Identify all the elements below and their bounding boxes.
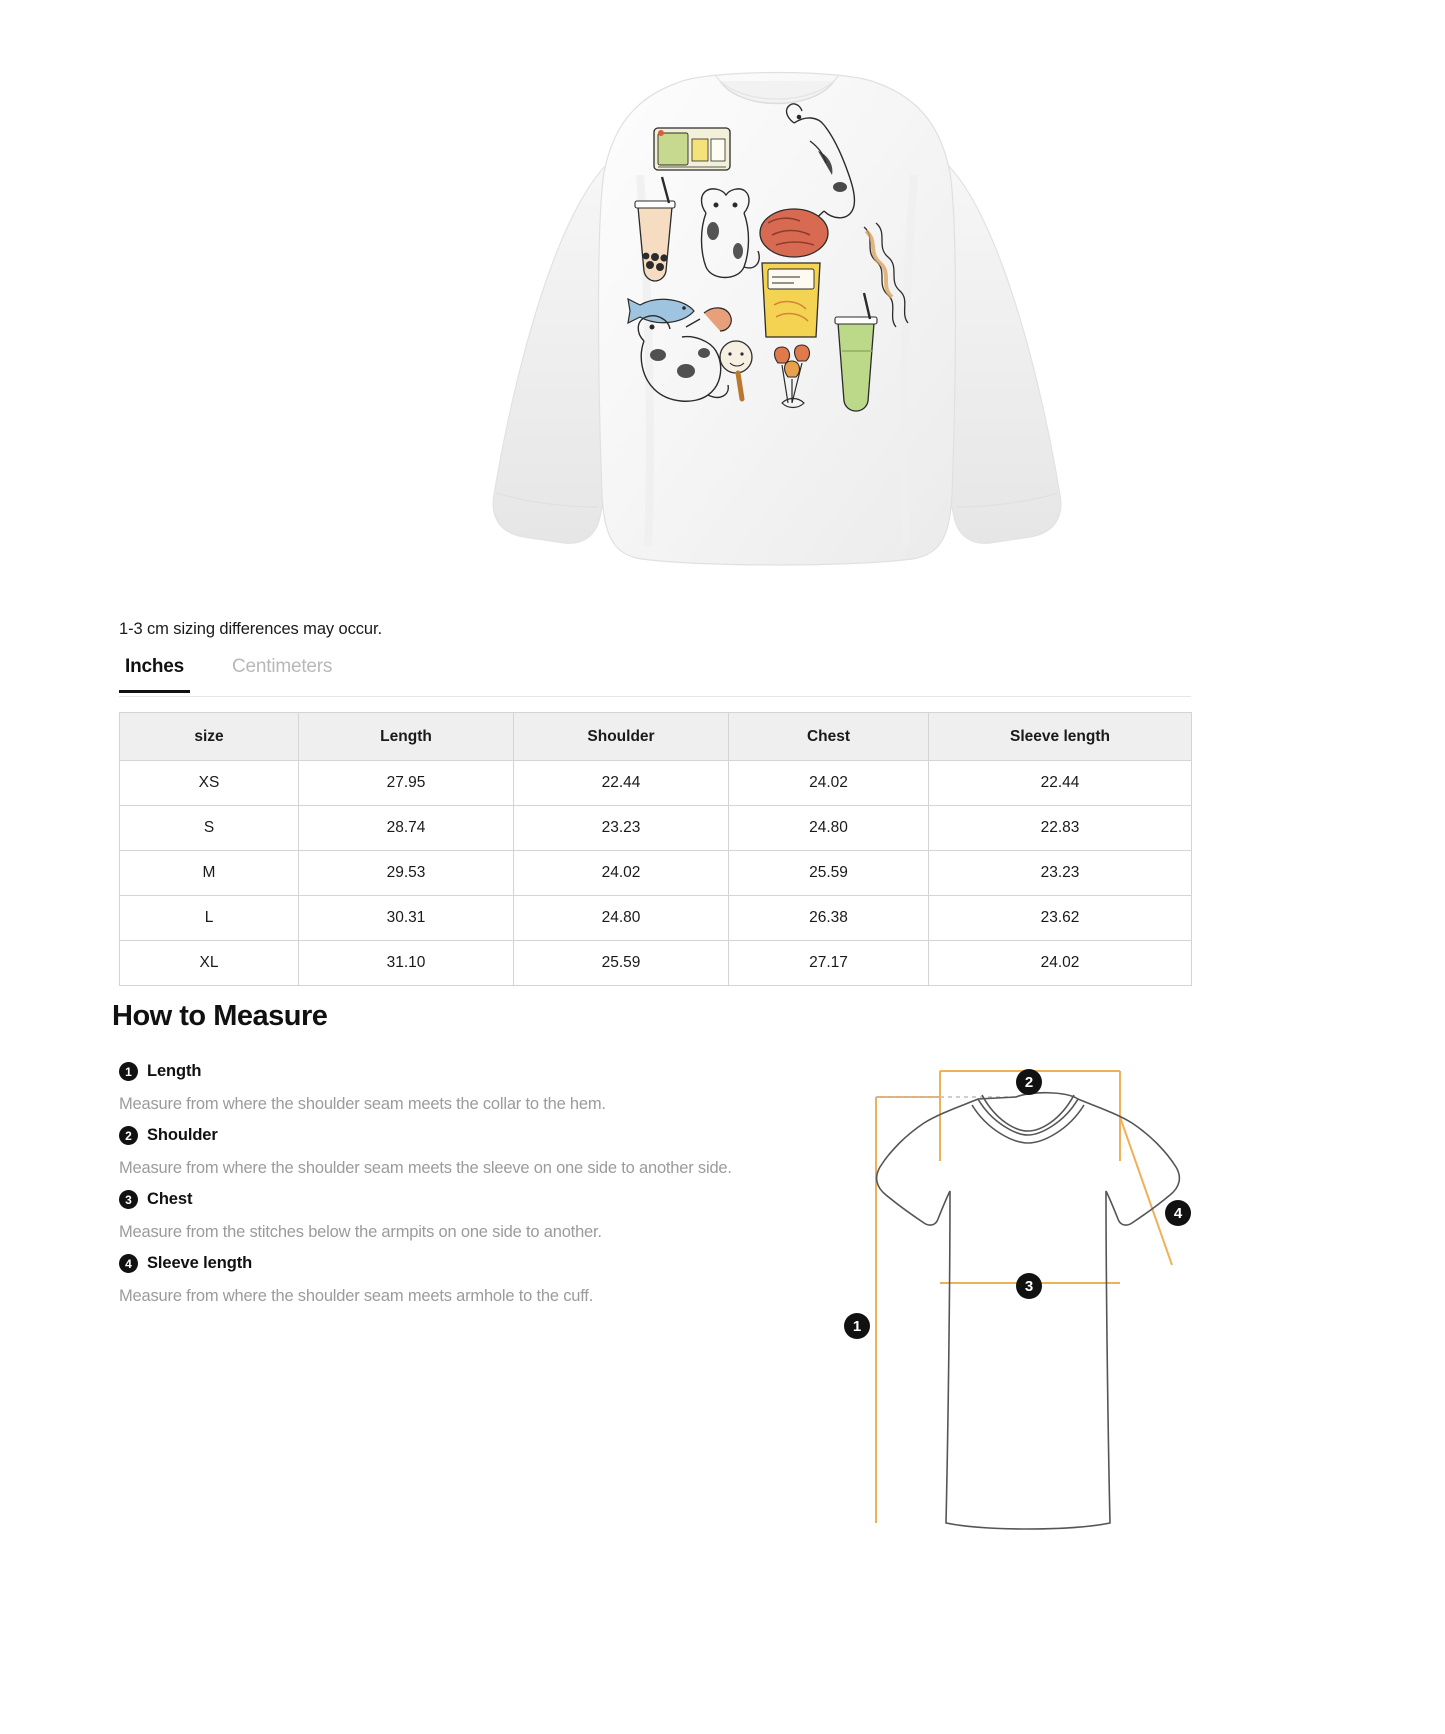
table-row <box>120 941 1192 986</box>
measure-item-label: Sleeve length <box>147 1254 253 1272</box>
column-header-size: size <box>120 713 299 761</box>
diagram-guide-lines <box>876 1071 1120 1523</box>
cell-sleeve: 23.62 <box>929 896 1192 941</box>
badge-number-4-icon: 4 <box>119 1254 138 1273</box>
measure-item-sleeve-length <box>119 1254 819 1306</box>
measure-item-heading <box>119 1190 819 1209</box>
table-row <box>120 851 1192 896</box>
column-header-chest: Chest <box>729 713 929 761</box>
product-photo-area <box>0 0 1445 600</box>
badge-number-1-icon: 1 <box>119 1062 138 1081</box>
cell-chest: 24.80 <box>729 806 929 851</box>
measure-item-heading <box>119 1254 819 1273</box>
diagram-marker-4-icon: 4 <box>1165 1200 1191 1226</box>
unit-tabs <box>119 655 1191 697</box>
cell-length: 29.53 <box>299 851 514 896</box>
how-to-measure-title: How to Measure <box>112 1000 328 1032</box>
cell-shoulder: 23.23 <box>514 806 729 851</box>
cell-size: M <box>120 851 299 896</box>
cell-size: XL <box>120 941 299 986</box>
cell-chest: 26.38 <box>729 896 929 941</box>
tab-inches[interactable]: Inches <box>119 655 190 693</box>
measure-item-chest <box>119 1190 819 1242</box>
diagram-marker-3-icon: 3 <box>1016 1273 1042 1299</box>
table-header-row <box>120 713 1192 761</box>
cell-sleeve: 22.83 <box>929 806 1192 851</box>
tab-centimeters[interactable]: Centimeters <box>226 655 338 690</box>
measure-item-description: Measure from where the shoulder seam meets the sleeve on one side to another side. <box>119 1159 732 1177</box>
cell-size: L <box>120 896 299 941</box>
cell-length: 30.31 <box>299 896 514 941</box>
measure-item-label: Chest <box>147 1190 193 1208</box>
diagram-marker-1-icon: 1 <box>844 1313 870 1339</box>
column-header-length: Length <box>299 713 514 761</box>
cell-length: 31.10 <box>299 941 514 986</box>
cell-size: S <box>120 806 299 851</box>
measurement-diagram <box>820 1055 1240 1555</box>
product-shirt-image <box>472 55 1082 575</box>
measure-item-description: Measure from where the shoulder seam meets the collar to the hem. <box>119 1095 606 1113</box>
cell-chest: 24.02 <box>729 761 929 806</box>
cell-length: 27.95 <box>299 761 514 806</box>
table-row <box>120 806 1192 851</box>
sizing-note: 1-3 cm sizing differences may occur. <box>119 620 382 638</box>
cell-shoulder: 24.80 <box>514 896 729 941</box>
cell-size: XS <box>120 761 299 806</box>
cell-sleeve: 23.23 <box>929 851 1192 896</box>
size-chart-header <box>120 713 1192 761</box>
diagram-marker-2-icon: 2 <box>1016 1069 1042 1095</box>
measure-item-shoulder <box>119 1126 819 1178</box>
measure-item-description: Measure from where the shoulder seam meets armhole to the cuff. <box>119 1287 594 1305</box>
cell-length: 28.74 <box>299 806 514 851</box>
size-chart-table <box>119 712 1192 986</box>
cell-shoulder: 22.44 <box>514 761 729 806</box>
cell-sleeve: 24.02 <box>929 941 1192 986</box>
cell-chest: 27.17 <box>729 941 929 986</box>
diagram-sleeve-guide <box>1120 1117 1172 1265</box>
measure-item-label: Length <box>147 1062 202 1080</box>
tshirt-diagram-illustration <box>820 1055 1240 1555</box>
measure-item-length <box>119 1062 819 1114</box>
badge-number-3-icon: 3 <box>119 1190 138 1209</box>
measure-item-label: Shoulder <box>147 1126 218 1144</box>
column-header-sleeve-length: Sleeve length <box>929 713 1192 761</box>
how-to-measure-list <box>119 1050 819 1308</box>
badge-number-2-icon: 2 <box>119 1126 138 1145</box>
measure-item-heading <box>119 1062 819 1081</box>
table-row <box>120 896 1192 941</box>
cell-sleeve: 22.44 <box>929 761 1192 806</box>
cell-shoulder: 24.02 <box>514 851 729 896</box>
cell-chest: 25.59 <box>729 851 929 896</box>
table-row <box>120 761 1192 806</box>
measure-item-description: Measure from the stitches below the armpits on one side to another. <box>119 1223 602 1241</box>
cell-shoulder: 25.59 <box>514 941 729 986</box>
column-header-shoulder: Shoulder <box>514 713 729 761</box>
measure-item-heading <box>119 1126 819 1145</box>
size-chart-body <box>120 761 1192 986</box>
